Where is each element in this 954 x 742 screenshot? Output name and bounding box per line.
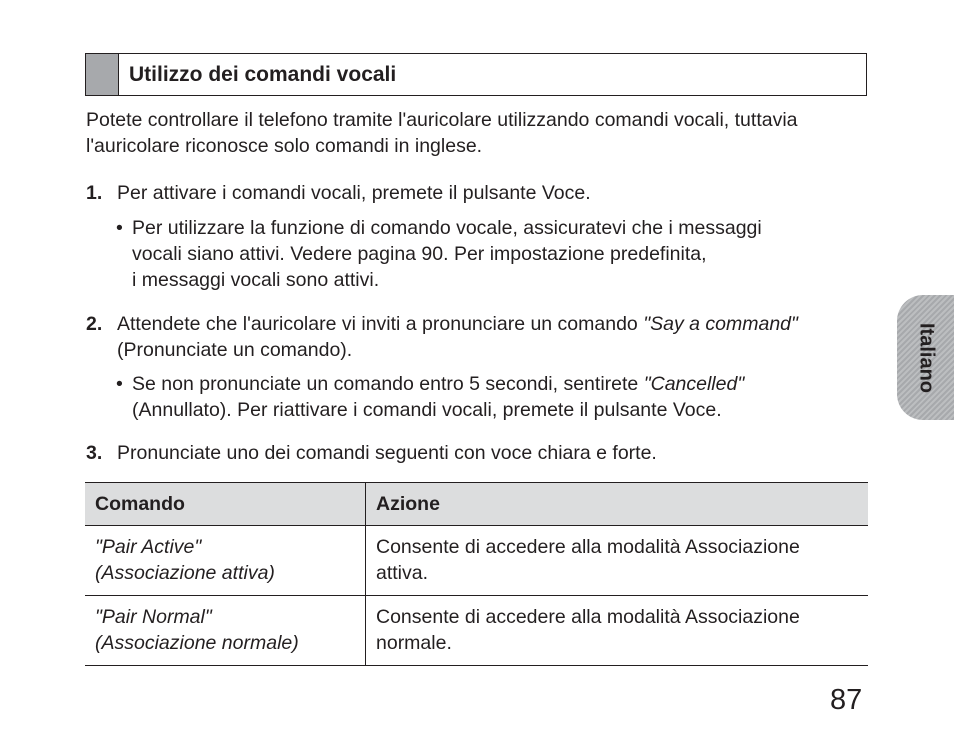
bullet-text (132, 371, 872, 423)
command-cell (85, 596, 366, 666)
section-title: Utilizzo dei comandi vocali (129, 63, 397, 86)
step-text: Per attivare i comandi vocali, premete il pulsante Voce. (117, 182, 591, 204)
page-number: 87 (830, 684, 863, 716)
bullet-text-command: "Cancelled" (643, 373, 745, 395)
action-line: Consente di accedere alla modalità Associazione (376, 606, 800, 628)
step-number: 2. (86, 313, 103, 335)
command-table (85, 482, 868, 666)
language-tab (897, 295, 954, 420)
command-name: "Pair Normal" (95, 606, 212, 628)
action-cell (366, 526, 869, 596)
bullet-dot: • (116, 217, 123, 239)
bullet-line: Per utilizzare la funzione di comando vocale, assicuratevi che i messaggi (132, 217, 762, 239)
action-cell (366, 596, 869, 666)
action-line: attiva. (376, 562, 429, 584)
step-number: 1. (86, 182, 103, 204)
bullet-dot: • (116, 373, 123, 395)
step-number: 3. (86, 442, 103, 464)
step-text: Pronunciate uno dei comandi seguenti con voce chiara e forte. (117, 442, 657, 464)
command-cell (85, 526, 366, 596)
bullet-text-rest: (Annullato). Per riattivare i comandi vocali, premete il pulsante Voce. (132, 399, 722, 421)
table-header-row (85, 483, 868, 526)
table-row (85, 596, 868, 666)
section-marker (86, 54, 119, 95)
command-name: "Pair Active" (95, 536, 202, 558)
bullet-text-plain: Se non pronunciate un comando entro 5 secondi, sentirete (132, 373, 644, 395)
column-header-command: Comando (85, 483, 366, 526)
step-text-translation: (Pronunciate un comando). (117, 339, 353, 361)
intro-paragraph: Potete controllare il telefono tramite l'auricolare utilizzando comandi vocali, tuttavia l'auricolare riconosce solo comandi in inglese. (86, 109, 798, 157)
command-translation: (Associazione attiva) (95, 562, 275, 584)
step-text (117, 311, 877, 363)
action-line: Consente di accedere alla modalità Associazione (376, 536, 800, 558)
step-text-plain: Attendete che l'auricolare vi inviti a pronunciare un comando (117, 313, 644, 335)
language-tab-label: Italiano (915, 322, 937, 393)
step-text-command: "Say a command" (643, 313, 798, 335)
command-translation: (Associazione normale) (95, 632, 299, 654)
bullet-text (132, 215, 872, 293)
section-header (85, 53, 867, 96)
table-row (85, 526, 868, 596)
action-line: normale. (376, 632, 452, 654)
bullet-line: vocali siano attivi. Vedere pagina 90. Per impostazione predefinita, (132, 243, 707, 265)
column-header-action: Azione (366, 483, 869, 526)
bullet-line: i messaggi vocali sono attivi. (132, 269, 380, 291)
